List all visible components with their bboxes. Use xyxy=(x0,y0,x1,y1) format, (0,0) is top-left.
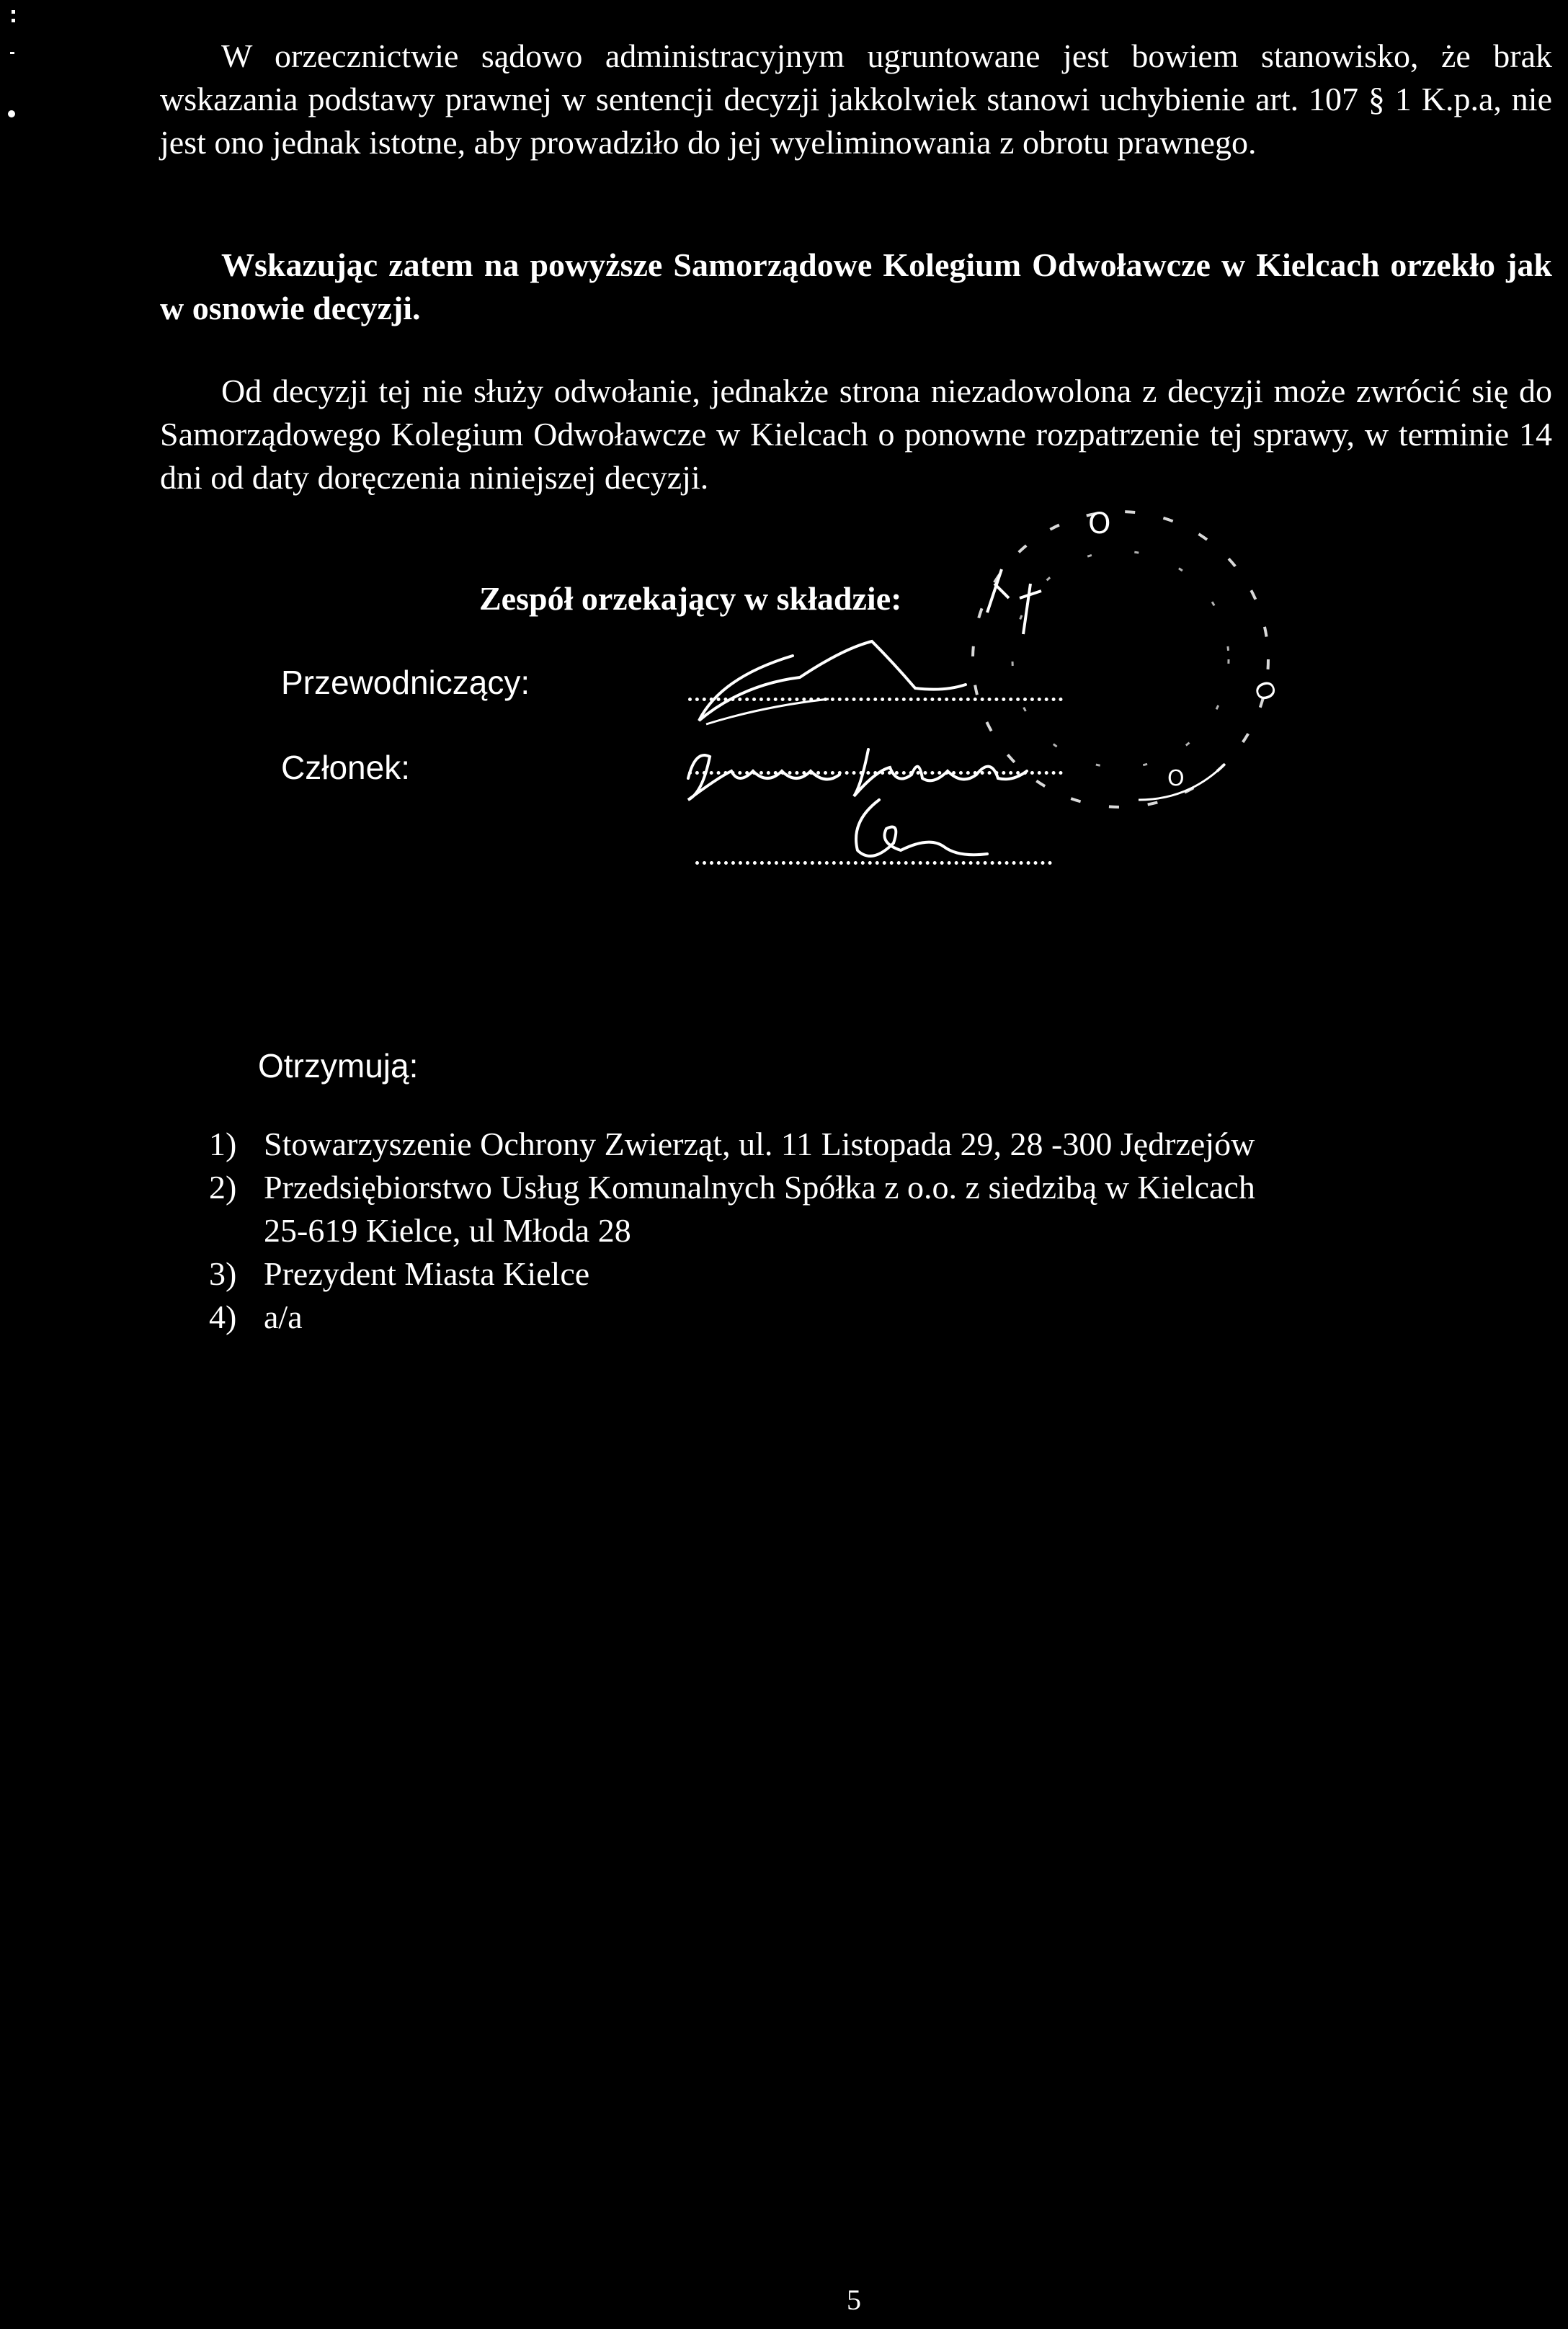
paragraph-appeal-info: Od decyzji tej nie służy odwołanie, jednakże strona niezadowolona z decyzji może zwrócić się do Samorządowego Kolegium Odwoławcze w Kielcach o ponowne rozpatrzenie tej sprawy, w terminie 14 dni od daty doręczenia niniejszej decyzji. xyxy=(160,373,1552,496)
page-number: 5 xyxy=(847,2284,861,2316)
receivers-title: Otrzymują: xyxy=(258,1047,419,1085)
list-item xyxy=(209,1296,1255,1339)
list-item-number: 3) xyxy=(209,1255,237,1292)
chair-label: Przewodniczący: xyxy=(281,664,530,701)
receivers-list xyxy=(209,1123,1255,1339)
list-item-number: 2) xyxy=(209,1169,237,1206)
scan-edge-marks xyxy=(0,0,29,123)
list-item xyxy=(209,1123,1255,1166)
list-item xyxy=(209,1166,1255,1252)
list-item xyxy=(209,1252,1255,1296)
list-item-text: Prezydent Miasta Kielce xyxy=(264,1255,590,1292)
list-item-number: 4) xyxy=(209,1299,237,1335)
member-label: Członek: xyxy=(281,749,410,786)
list-item-number: 1) xyxy=(209,1126,237,1162)
paragraph-case-law: W orzecznictwie sądowo administracyjnym ugruntowane jest bowiem stanowisko, że brak wskazania podstawy prawnej w sentencji decyzji jakkolwiek stanowi uchybienie art. 107 § 1 K.p.a, nie jest ono jednak istotne, aby prowadziło do jej wyeliminowania z obrotu prawnego. xyxy=(160,37,1552,161)
paragraph-ruling: Wskazując zatem na powyższe Samorządowe Kolegium Odwoławcze w Kielcach orzekło jak w osnowie decyzji. xyxy=(160,246,1552,326)
svg-text:O: O xyxy=(1247,677,1282,705)
chair-signature xyxy=(677,634,1081,749)
list-item-text: Przedsiębiorstwo Usług Komunalnych Spółka z o.o. z siedzibą w Kielcach xyxy=(264,1169,1255,1206)
list-item-text: a/a xyxy=(264,1299,303,1335)
list-item-text: Stowarzyszenie Ochrony Zwierząt, ul. 11 Listopada 29, 28 -300 Jędrzejów xyxy=(264,1126,1255,1162)
member2-signature xyxy=(836,793,1023,872)
composition-heading: Zespół orzekający w składzie: xyxy=(479,580,902,617)
list-item-text-continued: 25-619 Kielce, ul Młoda 28 xyxy=(264,1212,631,1249)
svg-text:O: O xyxy=(1088,507,1111,540)
svg-text:O: O xyxy=(1167,766,1185,791)
